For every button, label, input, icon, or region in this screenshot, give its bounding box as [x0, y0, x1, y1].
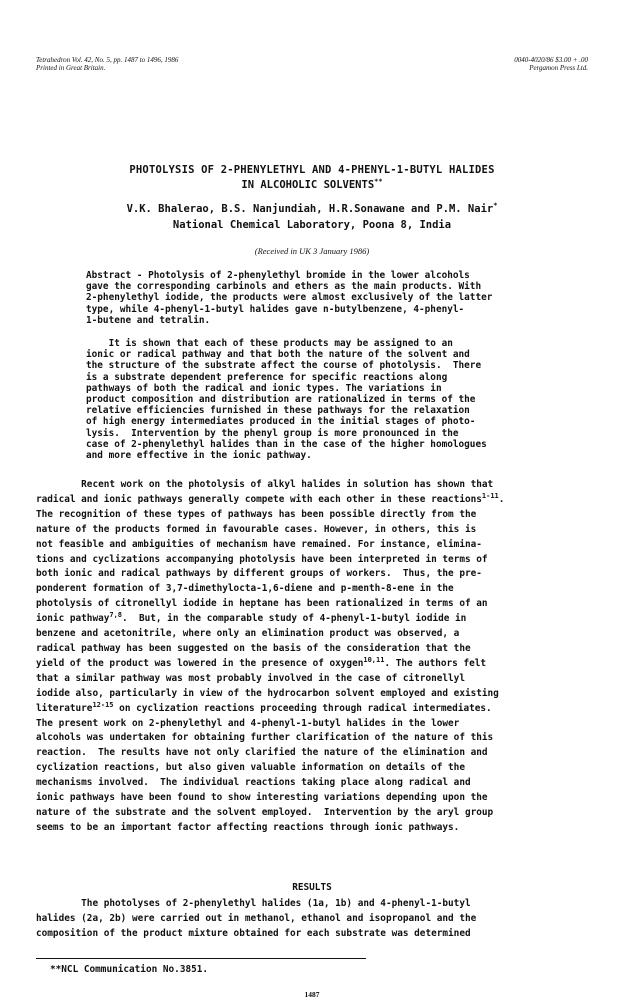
reference-1-11: 1-11 [481, 491, 499, 500]
journal-header-left [36, 56, 178, 72]
footnote-divider [36, 958, 366, 959]
intro-text-c: . But, in the comparable study of 4-phenyl-1-butyl iodide in benzene and acetonitrile, where only an elimination product was observed, a radical pathway has been suggested on the basis of the consideration that the yield of the product was lowered in the presence of oxygen [36, 613, 471, 669]
affiliation: National Chemical Laboratory, Poona 8, India [172, 219, 452, 231]
received-date: (Received in UK 3 January 1986) [254, 246, 370, 256]
abstract-paragraph-1: Abstract - Photolysis of 2-phenylethyl bromide in the lower alcohols gave the corresponding carbinols and ethers as the main products. With 2-phenylethyl iodide, the products were almost exclusively of the latter type, while 4-phenyl-1-butyl halides gave n-butylbenzene, 4-phenyl- 1-butene and tetralin. [86, 270, 493, 326]
title-footnote-mark: ** [374, 177, 383, 186]
introduction-paragraph [36, 478, 596, 836]
paper-title-line2-text: IN ALCOHOLIC SOLVENTS [241, 179, 375, 191]
author-names: V.K. Bhalerao, B.S. Nanjundiah, H.R.Sonawane and P.M. Nair [126, 203, 494, 215]
results-paragraph: The photolyses of 2-phenylethyl halides (1a, 1b) and 4-phenyl-1-butyl halides (2a, 2b) were carried out in methanol, ethanol and isopropanol and the composition of the product mixture obtained for each substrate was determined [36, 898, 477, 939]
intro-text-e: on cyclization reactions proceeding through radical intermediates. The present work on 2-phenylethyl and 4-phenyl-1-butyl halides in the lower alcohols was undertaken for obtaining further clarification of the nature of this reaction. The results have not only clarified the nature of the elimination and cyclization reactions, but also given valuable information on details of the mechanisms involved. The individual reactions taking place along radical and ionic pathways have been found to show interesting variations depending upon the nature of the substrate and the solvent employed. Intervention by the aryl group seems to be an important factor affecting reactions through ionic pathways. [36, 702, 494, 833]
journal-citation: Tetrahedron Vol. 42, No. 5, pp. 1487 to 1496, 1986 [36, 56, 179, 64]
price-code: 0040-4020/86 $3.00 + .00 [514, 56, 588, 64]
printed-in: Printed in Great Britain. [36, 64, 106, 72]
journal-header-right [514, 56, 588, 72]
intro-text-b: . The recognition of these types of pathways has been possible directly from the nature of the products formed in favourable cases. However, in others, this is not feasible and ambiguities of mechanism have remained. For instance, elimina- tions and cyclizations accompanying photolysis have been interpreted in terms of both ionic and radical pathways by different groups of workers. Thus, the pre- ponderent formation of 3,7-dimethylocta-1,6-diene and p-menth-8-ene in the photolysis of citronellyl iodide in heptane has been rationalized in terms of an ionic pathway [36, 493, 505, 625]
author-mark: * [493, 201, 498, 210]
intro-text-a: Recent work on the photolysis of alkyl halides in solution has shown that radical and ionic pathways generally compete with each other in these reactions [36, 479, 494, 505]
paper-title-line1: PHOTOLYSIS OF 2-PHENYLETHYL AND 4-PHENYL-1-BUTYL HALIDES [129, 164, 495, 176]
reference-10-11: 10,11 [363, 655, 385, 664]
results-heading: RESULTS [292, 882, 332, 893]
reference-12-15: 12-15 [92, 700, 114, 709]
footnote: **NCL Communication No.3851. [50, 964, 209, 975]
intro-text-d: . The authors felt that a similar pathway was most probably involved in the case of citronellyl iodide also, particularly in view of the hydrocarbon solvent employed and existing literature [36, 657, 499, 714]
reference-7-8: 7,8 [109, 611, 123, 620]
publisher: Pergamon Press Ltd. [529, 64, 588, 72]
page-number: 1487 [304, 990, 320, 999]
paper-title-line2 [0, 179, 624, 192]
author-list [0, 202, 624, 217]
abstract-paragraph-2: It is shown that each of these products may be assigned to an ionic or radical pathway and that both the nature of the solvent and the structure of the substrate affect the course of photolysis. There is a substrate dependent preference for specific reactions along pathways of both the radical and ionic types. The variations in product composition and distribution are rationalized in terms of the relative efficiencies furnished in these pathways for the relaxation of high energy intermediates produced in the initial stages of photo- lysis. Intervention by the phenyl group is more pronounced in the case of 2-phenylethyl halides than in the case of the higher homologues and more effective in the ionic pathway. [86, 338, 487, 462]
